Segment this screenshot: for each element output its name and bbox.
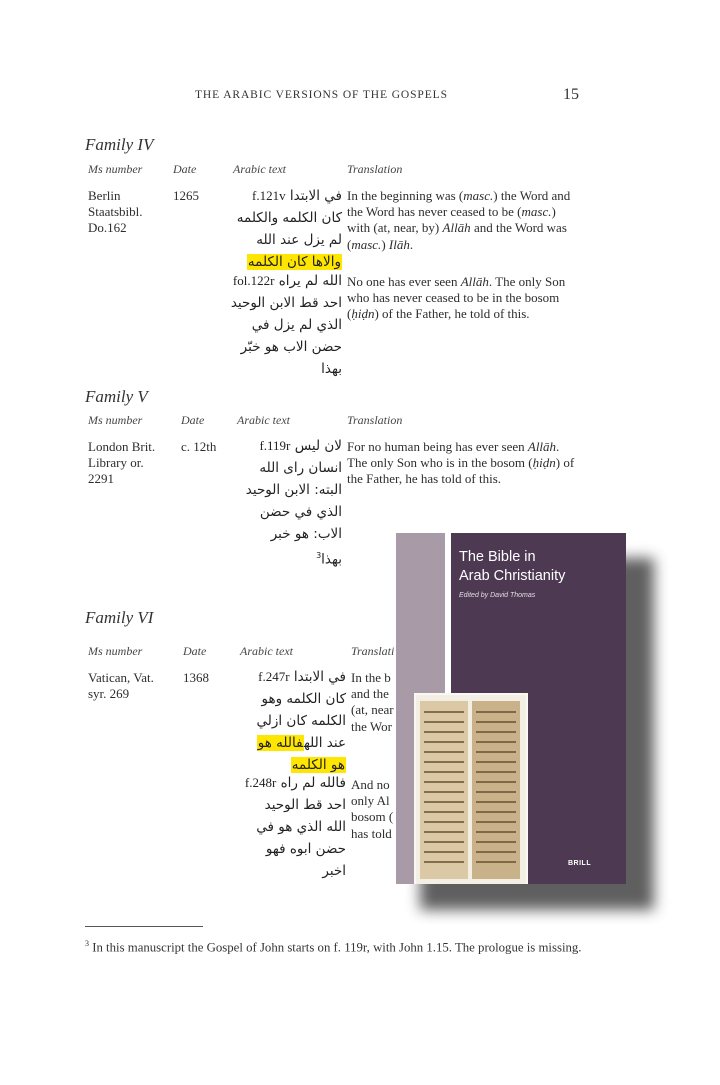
col-arabic: Arabic text bbox=[240, 644, 293, 658]
col-translation-partial: Translati bbox=[351, 644, 395, 658]
family-v-date: c. 12th bbox=[181, 439, 217, 454]
manuscript-image bbox=[414, 693, 528, 884]
arabic-line: الله لم يراه fol.122r bbox=[232, 273, 342, 289]
col-arabic: Arabic text bbox=[233, 162, 286, 176]
publisher-logo: BRILL bbox=[568, 860, 592, 867]
family-iv-arabic-1 bbox=[237, 185, 342, 273]
arabic-line: في الابتدا f.247r bbox=[258, 669, 346, 685]
highlight: فالله هو bbox=[257, 735, 303, 751]
family-iv-ms bbox=[88, 188, 143, 237]
col-translation: Translation bbox=[347, 413, 403, 427]
arabic-line: انسان راى الله bbox=[259, 460, 342, 476]
ms-line: London Brit. bbox=[88, 439, 156, 454]
trans-line: bosom ( bbox=[351, 809, 394, 825]
arabic-line: الذي لم يزل في bbox=[251, 317, 342, 333]
family-vi-ms bbox=[88, 670, 154, 702]
col-ms-number: Ms number bbox=[88, 413, 143, 427]
footnote-number: 3 bbox=[85, 939, 89, 948]
arabic-line: احد قط الابن الوحيد bbox=[230, 295, 342, 311]
running-head: THE ARABIC VERSIONS OF THE GOSPELS bbox=[195, 89, 448, 101]
folio-ref: fol.122r bbox=[232, 273, 275, 288]
folio-ref: f.247r bbox=[258, 669, 290, 684]
ms-line: Vatican, Vat. bbox=[88, 670, 154, 685]
arabic-line: الكلمه كان ازلي bbox=[256, 713, 346, 729]
folio-ref: f.248r bbox=[244, 775, 277, 790]
manuscript-page-right bbox=[472, 701, 520, 879]
ms-line: syr. 269 bbox=[88, 686, 130, 702]
highlight: والاها كان الكلمه bbox=[247, 254, 341, 270]
trans-line: the Wor bbox=[351, 718, 392, 734]
ms-line: Library or. bbox=[88, 455, 144, 471]
trans-line: and the bbox=[351, 686, 389, 702]
ms-line: Do.162 bbox=[88, 220, 127, 236]
arabic-line: لم يزل عند الله bbox=[256, 232, 342, 248]
arabic-line: في الابتدا f.121v bbox=[251, 188, 342, 204]
ms-line: Berlin bbox=[88, 188, 121, 203]
book-cover bbox=[396, 533, 626, 884]
folio-ref: f.119r bbox=[259, 438, 291, 453]
family-iv-title: Family IV bbox=[85, 135, 154, 154]
arabic-line: لان ليس f.119r bbox=[259, 438, 342, 454]
footnote-rule bbox=[85, 926, 203, 927]
family-vi-translation-2-partial bbox=[351, 777, 393, 842]
arabic-line: فالله لم راه f.248r bbox=[244, 775, 346, 791]
trans-line: only Al bbox=[351, 793, 390, 809]
arabic-line: الذي في حضن bbox=[259, 504, 342, 520]
arabic-line-partially-highlighted: عند اللهفالله هو bbox=[257, 735, 346, 751]
arabic-line: حضن الاب هو خبّر bbox=[240, 339, 342, 355]
family-v-translation: For no human being has ever seen Allāh. The only Son who is in the bosom (ḥiḍn) of the Father, he has told of this. bbox=[347, 439, 575, 487]
family-v-arabic bbox=[246, 435, 342, 571]
family-vi-date: 1368 bbox=[183, 670, 209, 685]
arabic-line: احد قط الوحيد bbox=[264, 797, 346, 813]
manuscript-page-left bbox=[420, 701, 468, 879]
col-ms-number: Ms number bbox=[88, 644, 143, 658]
arabic-line: حضن ابوه فهو bbox=[265, 841, 346, 857]
ms-line: 2291 bbox=[88, 471, 114, 487]
page-number: 15 bbox=[563, 86, 579, 103]
footnote-marker: 3 bbox=[316, 551, 322, 560]
trans-line: has told bbox=[351, 825, 392, 841]
folio-ref: f.121v bbox=[251, 188, 286, 203]
trans-line: And no bbox=[351, 777, 390, 792]
footnote-text: In this manuscript the Gospel of John starts on f. 119r, with John 1.15. The prologue is missing. bbox=[92, 940, 582, 955]
col-translation: Translation bbox=[347, 162, 403, 176]
col-date: Date bbox=[173, 162, 197, 176]
trans-line: In the b bbox=[351, 670, 391, 685]
family-vi-arabic-1 bbox=[256, 666, 346, 776]
family-vi-arabic-2 bbox=[245, 772, 346, 882]
family-v-ms bbox=[88, 439, 155, 488]
arabic-line: كان الكلمه والكلمه bbox=[236, 210, 342, 226]
arabic-line: الاب: هو خبر bbox=[270, 526, 342, 542]
family-iv-translation-2: No one has ever seen Allāh. The only Son who has never ceased to be in the bosom (ḥiḍn) of the Father, he told of this. bbox=[347, 274, 566, 322]
arabic-line: الله الذي هو في bbox=[256, 819, 346, 835]
family-iv-translation-1: In the beginning was (masc.) the Word and the Word has never ceased to be (masc.) with (at, near, by) Allāh and the Word was (masc.) Ilāh. bbox=[347, 188, 571, 252]
arabic-line: بهذا bbox=[321, 361, 342, 377]
col-date: Date bbox=[183, 644, 207, 658]
col-date: Date bbox=[181, 413, 205, 427]
col-arabic: Arabic text bbox=[237, 413, 290, 427]
arabic-line: بهذا$^3$ bbox=[316, 551, 342, 568]
arabic-line: البته: الابن الوحيد bbox=[245, 482, 342, 498]
book-editor: Edited by David Thomas bbox=[459, 592, 536, 599]
ms-line: Staatsbibl. bbox=[88, 204, 143, 220]
family-vi-title: Family VI bbox=[85, 608, 154, 627]
arabic-line: اخبر bbox=[322, 863, 346, 879]
highlight: هو الكلمه bbox=[291, 757, 345, 773]
family-v-title: Family V bbox=[85, 387, 148, 406]
col-ms-number: Ms number bbox=[88, 162, 143, 176]
arabic-line: كان الكلمه وهو bbox=[261, 691, 346, 707]
family-vi-translation-1-partial bbox=[351, 670, 394, 735]
family-iv-arabic-2 bbox=[231, 270, 342, 380]
book-title: The Bible in Arab Christianity bbox=[459, 549, 566, 584]
trans-line: (at, near bbox=[351, 702, 394, 718]
footnote bbox=[85, 935, 585, 956]
family-iv-date: 1265 bbox=[173, 188, 199, 203]
